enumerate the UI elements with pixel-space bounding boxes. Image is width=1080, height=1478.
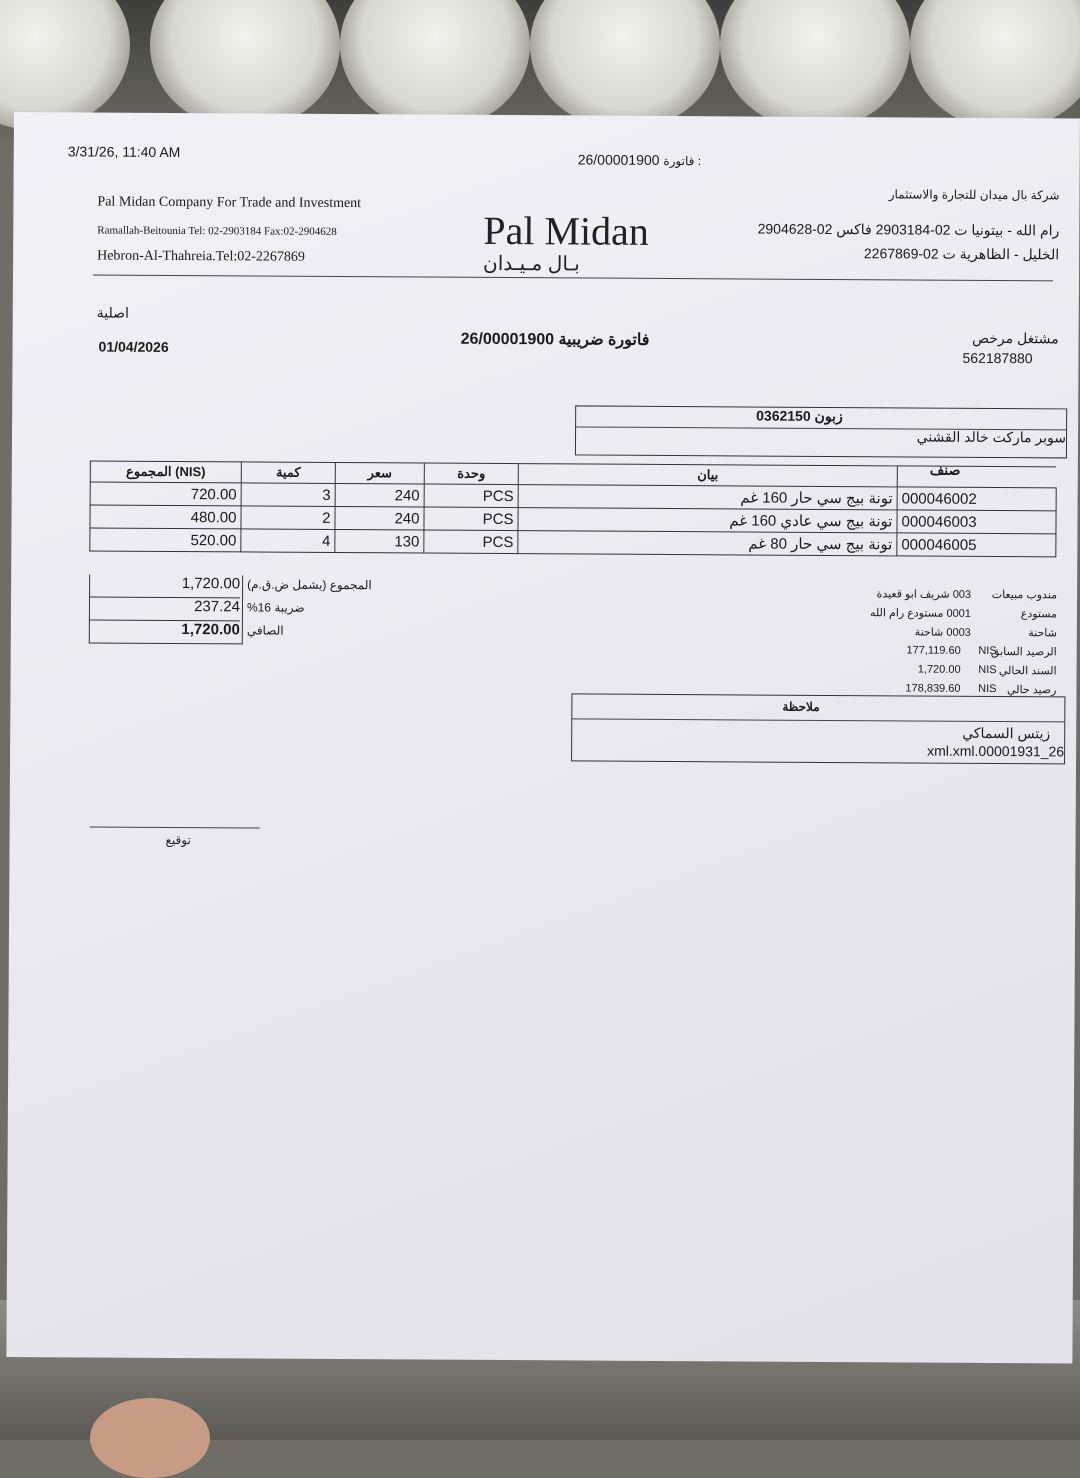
- info-block: [817, 587, 1058, 697]
- notes-box: [571, 693, 1065, 764]
- row-unit: PCS: [424, 530, 518, 554]
- warehouse-label: مستودع: [1020, 608, 1057, 621]
- company-ramallah-line: Ramallah-Beitounia Tel: 02-2903184 Fax:02-2904628: [97, 224, 337, 238]
- subtotal-value: 1,720.00: [90, 574, 240, 598]
- prev-balance-value: 177,119.60: [906, 644, 961, 657]
- customer-name: سوبر ماركت خالد القشني: [916, 428, 1067, 446]
- invoice-sheet: [6, 112, 1080, 1363]
- row-qty: 3: [241, 483, 335, 507]
- invoice-date: 01/04/2026: [98, 338, 169, 355]
- invoice-reference-label: فاتورة :: [663, 153, 702, 169]
- header-qty: كمية: [241, 462, 335, 484]
- subtotal-label: المجموع (يشمل ض.ق.م): [247, 577, 372, 593]
- invoice-title: فاتورة ضريبية 26/00001900: [460, 330, 650, 349]
- row-qty: 2: [241, 506, 335, 530]
- tax-value: 237.24: [90, 597, 240, 621]
- net-value: 1,720.00: [181, 621, 240, 639]
- customer-box: [575, 405, 1067, 458]
- tax-label: ضريبة 16%: [246, 600, 305, 615]
- signature-line: [90, 826, 260, 828]
- totals-box: [89, 574, 243, 644]
- row-description: تونة بيج سي حار 160 غم: [518, 485, 897, 510]
- row-code: 000046003: [897, 510, 1056, 534]
- current-balance-value: 178,839.60: [905, 682, 961, 695]
- current-doc-currency: NIS: [978, 663, 997, 677]
- warehouse-value: 0001 مستودع رام الله: [869, 607, 971, 620]
- current-balance-label: رصيد حالي: [1006, 684, 1057, 697]
- logo-text-ar: بـال مـيـدان: [483, 252, 580, 276]
- company-phone-ar: رام الله - بيتونيا ت 02-2903184 فاكس 02-2904628: [757, 220, 1060, 239]
- row-price: 240: [335, 483, 424, 507]
- row-description: تونة بيج سي حار 80 غم: [518, 531, 897, 556]
- company-hebron-line: Hebron-Al-Thahreia.Tel:02-2267869: [97, 248, 305, 265]
- row-qty: 4: [241, 529, 335, 553]
- row-total: 720.00: [90, 482, 241, 506]
- notes-line-1: زيتس السماكي: [962, 724, 1051, 742]
- invoice-reference: [578, 151, 701, 168]
- customer-id: زبون 0362150: [756, 407, 843, 425]
- signature-label: توقيع: [165, 832, 191, 848]
- invoice-reference-number: 26/00001900: [577, 151, 660, 168]
- row-price: 240: [335, 506, 424, 530]
- header-code-cell: [897, 466, 1056, 488]
- row-code: 000046005: [897, 533, 1056, 557]
- current-balance-currency: NIS: [978, 682, 997, 696]
- company-name-ar: شركة بال ميدان للتجارة والاستثمار: [888, 187, 1060, 203]
- header-description: بيان: [518, 464, 897, 487]
- company-hebron-ar: الخليل - الظاهرية ت 02-2267869: [863, 245, 1060, 263]
- header-price: سعر: [335, 462, 424, 484]
- notes-divider: [572, 718, 1064, 722]
- header-total: المجموع (NIS): [90, 461, 241, 483]
- company-name-en: Pal Midan Company For Trade and Investment: [97, 194, 362, 212]
- rep-label: مندوب مبيعات: [991, 588, 1058, 602]
- row-description: تونة بيج سي عادي 160 غم: [518, 508, 897, 533]
- row-code: 000046002: [897, 487, 1056, 511]
- print-timestamp: 3/31/26, 11:40 AM: [67, 143, 181, 161]
- current-doc-value: 1,720.00: [917, 663, 961, 676]
- prev-balance-currency: NIS: [978, 644, 997, 658]
- row-unit: PCS: [424, 484, 518, 508]
- logo-text-en: Pal Midan: [483, 207, 649, 254]
- table-row: [90, 528, 1056, 557]
- row-total: 520.00: [90, 528, 241, 552]
- prev-balance-label: الرصيد السابق: [990, 645, 1057, 659]
- licensed-label: مشتغل مرخص: [972, 329, 1059, 347]
- items-table: [89, 460, 1056, 557]
- rep-value: 003 شريف ابو قعيدة: [876, 588, 972, 601]
- notes-title: ملاحظة: [782, 699, 820, 714]
- licensed-number: 562187880: [962, 349, 1033, 367]
- header-unit: وحدة: [424, 463, 518, 485]
- notes-line-2: xml.xml.00001931_26: [927, 742, 1065, 760]
- row-price: 130: [335, 529, 424, 553]
- header-item-code: صنف: [929, 461, 961, 478]
- row-unit: PCS: [424, 507, 518, 531]
- original-label: اصلية: [96, 304, 129, 321]
- row-total: 480.00: [90, 505, 241, 529]
- current-doc-label: السند الحالي: [998, 665, 1057, 678]
- net-label: الصافي: [246, 623, 284, 638]
- truck-label: شاحنة: [1028, 627, 1057, 640]
- finger: [90, 1398, 210, 1478]
- truck-value: 0003 شاحنة: [914, 626, 971, 639]
